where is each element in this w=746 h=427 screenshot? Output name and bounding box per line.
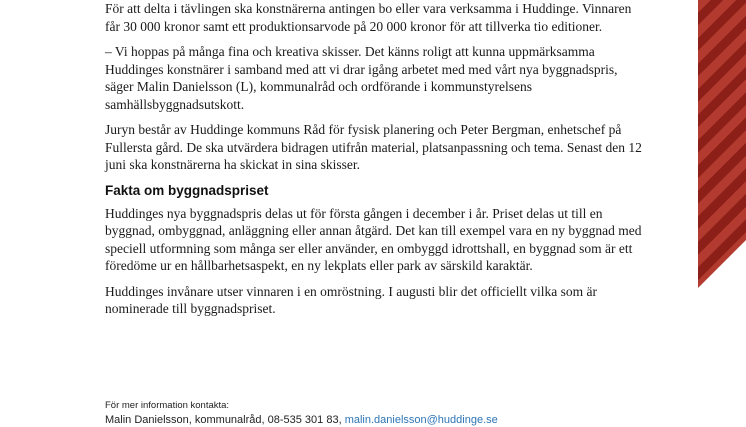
paragraph-facts-voting: Huddinges invånare utser vinnaren i en omröstning. I augusti blir det officiellt vilka som är nominerade till byggnadspriset. [105,283,598,316]
contact-footer [105,400,665,427]
contact-intro-label: För mer information kontakta: [105,400,230,411]
paragraph-facts-prize: Huddinges nya byggnadspris delas ut för första gången i december i år. Priset delas ut till en byggnad, ombyggnad, anläggning eller annan åtgärd. Det kan till exempel vara en ny byggnad med speciell utformning som många ser eller använder, en ombyggd idrottshall, en byggnad som är ett föredöme ur en hållbarhetsaspekt, en ny lekplats eller park av särskild karaktär. [105,205,642,273]
facts-heading: Fakta om byggnadspriset [105,182,269,198]
document-body [105,0,645,326]
paragraph-quote-danielsson: – Vi hoppas på många fina och kreativa skisser. Det känns roligt att kunna uppmärksamma Huddinges konstnärer i samband med att vi drar igång arbetet med med vårt nya byggnadspris, säger Malin Danielsson (L), kommunalråd och ordförande i kommunstyrelsens samhällsbyggnadsutskott. [105,44,618,112]
email-link[interactable]: malin.danielsson@huddinge.se [344,414,498,426]
contact-details-text: Malin Danielsson, kommunalråd, 08-535 301 83, [105,414,345,426]
paragraph-competition-rules: För att delta i tävlingen ska konstnärerna antingen bo eller vara verksamma i Huddinge. Vinnaren får 30 000 kronor samt ett produktionsarvode på 20 000 kronor för att tillverka tio editioner. [105,1,632,34]
red-diagonal-stripes-ribbon [698,0,746,288]
paragraph-jury: Juryn består av Huddinge kommuns Råd för fysisk planering och Peter Bergman, enhetschef på Fullersta gård. De ska utvärdera bidragen utifrån material, platsanpassning och tema. Senast den 12 juni ska konstnärerna ha skickat in sina skisser. [105,122,642,172]
contact-details-line [105,414,665,427]
